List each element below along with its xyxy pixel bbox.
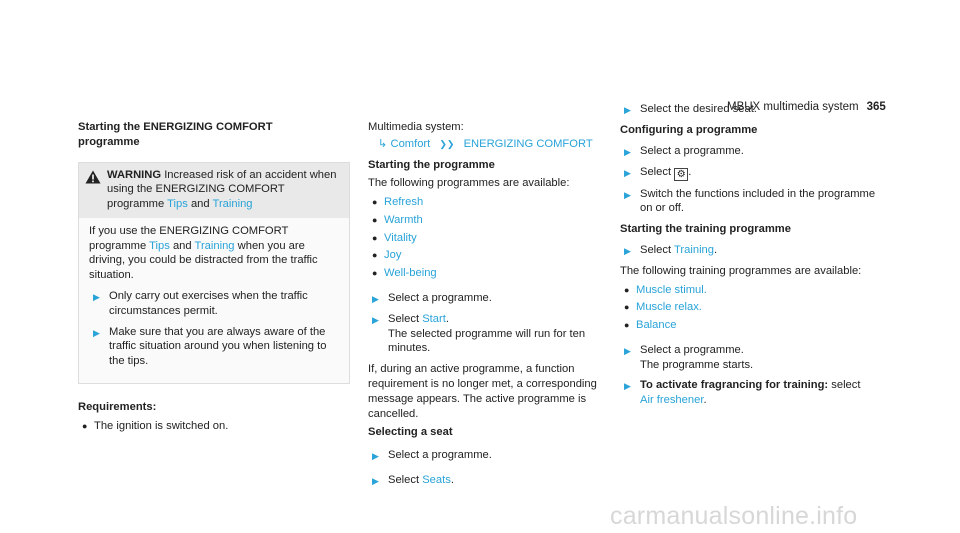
step-prefix: Select <box>640 165 675 178</box>
fragrance-select: select <box>828 379 861 392</box>
step-arrow-icon: ▶ <box>624 345 631 356</box>
settings-gear-icon[interactable]: ⚙ <box>674 168 688 181</box>
bullet-icon: ● <box>372 232 378 243</box>
section-heading-start-energizing: Starting the ENERGIZING COMFORT programme <box>78 121 273 148</box>
path-comfort[interactable]: Comfort <box>390 137 431 150</box>
step-text <box>388 312 603 356</box>
warning-header <box>79 163 349 218</box>
warning-paragraph <box>89 224 341 283</box>
column-2 <box>368 120 603 494</box>
bullet-icon: ● <box>372 250 378 261</box>
seats-link[interactable]: Seats <box>422 474 451 487</box>
step-text <box>640 243 880 258</box>
warning-box <box>78 162 350 384</box>
step-suffix: . <box>450 474 454 487</box>
bullet-icon: ● <box>82 420 88 431</box>
programme-refresh[interactable]: Refresh <box>384 196 424 209</box>
bullet-icon: ● <box>624 284 630 295</box>
bullet-icon: ● <box>624 302 630 313</box>
step-text: Select the desired seat. <box>640 103 757 115</box>
train-step-fragrance <box>620 378 880 408</box>
step-prefix: Select <box>388 312 423 325</box>
tips-link-body[interactable]: Tips <box>149 239 170 252</box>
seat-step-1 <box>368 448 603 463</box>
step-text <box>388 473 603 488</box>
start-link[interactable]: Start <box>422 312 446 325</box>
programme-list <box>368 195 603 281</box>
config-step-2 <box>620 165 880 181</box>
step-arrow-icon: ▶ <box>372 451 379 462</box>
step-note: The programme starts. <box>640 358 754 371</box>
list-item <box>624 283 880 298</box>
list-item <box>372 213 603 228</box>
warning-step-2-text: Make sure that you are always aware of the traffic situation around you when listening to the tips. <box>109 325 327 368</box>
requirement-item <box>82 419 350 434</box>
warning-step-1-text: Only carry out exercises when the traffic circumstances permit. <box>109 290 308 317</box>
step-main: Select a programme. <box>640 343 744 356</box>
list-item <box>624 300 880 315</box>
warning-label: WARNING <box>107 168 162 181</box>
page-number: 365 <box>866 101 886 113</box>
column-1 <box>78 120 350 437</box>
step-select-start <box>368 312 603 356</box>
training-intro: The following training programmes are available: <box>620 264 862 277</box>
bullet-icon: ● <box>372 197 378 208</box>
programme-joy[interactable]: Joy <box>384 249 402 262</box>
training-select-link[interactable]: Training <box>674 243 715 256</box>
step-text: Select a programme. <box>388 292 492 305</box>
requirement-text: The ignition is switched on. <box>94 419 229 432</box>
step-text <box>640 378 880 408</box>
warning-body-text-1: If you use the ENERGIZING COMFORT programme <box>89 224 289 252</box>
list-item <box>372 266 603 281</box>
warning-body-and: and <box>169 239 195 252</box>
step-arrow-icon: ▶ <box>93 327 100 338</box>
watermark: carmanualsonline.info <box>610 502 858 530</box>
warning-title-text: Increased risk of an accident when using the ENERGIZING COMFORT programme <box>107 168 337 211</box>
header-title: MBUX multimedia system <box>727 101 859 113</box>
warning-title <box>107 168 343 212</box>
step-select-programme <box>368 291 603 306</box>
bullet-icon: ● <box>624 320 630 331</box>
requirements-heading: Requirements: <box>78 400 157 413</box>
step-arrow-icon: ▶ <box>624 381 631 392</box>
training-balance[interactable]: Balance <box>636 319 677 332</box>
starting-programme-heading: Starting the programme <box>368 158 495 171</box>
menu-path <box>378 137 603 152</box>
configuring-heading: Configuring a programme <box>620 123 758 136</box>
train-step-1 <box>620 243 880 258</box>
training-heading: Starting the training programme <box>620 223 791 236</box>
warning-step-2 <box>89 325 341 369</box>
training-muscle-relax[interactable]: Muscle relax. <box>636 301 702 314</box>
step-note: The selected programme will run for ten minutes. <box>388 327 586 355</box>
step-text: Select a programme. <box>388 449 492 462</box>
step-text <box>640 165 880 181</box>
step-arrow-icon: ▶ <box>624 245 631 256</box>
step-select-seat <box>620 102 880 117</box>
warning-title-and: and <box>187 198 213 211</box>
step-arrow-icon: ▶ <box>624 146 631 157</box>
step-arrow-icon: ▶ <box>372 314 379 325</box>
config-step-3 <box>620 187 880 217</box>
path-return-arrow-icon: ↳ <box>378 137 388 150</box>
training-link[interactable]: Training <box>212 198 253 211</box>
cancel-paragraph: If, during an active programme, a function requirement is no longer met, a corresponding message appears. The active programme is cancelled. <box>368 363 597 420</box>
step-text: Switch the functions included in the programme on or off. <box>640 187 876 215</box>
warning-triangle-icon <box>85 170 101 184</box>
list-item <box>624 318 880 333</box>
tips-link[interactable]: Tips <box>167 198 188 211</box>
path-energizing-comfort[interactable]: ENERGIZING COMFORT <box>463 137 593 150</box>
air-freshener-link[interactable]: Air freshener <box>640 394 704 407</box>
step-arrow-icon: ▶ <box>372 294 379 305</box>
bullet-icon: ● <box>372 214 378 225</box>
step-suffix: . <box>688 165 692 178</box>
system-label: Multimedia system: <box>368 121 464 133</box>
selecting-seat-heading: Selecting a seat <box>368 426 453 439</box>
training-muscle-stimul[interactable]: Muscle stimul. <box>636 283 707 296</box>
step-text <box>640 343 880 373</box>
config-step-1 <box>620 144 880 159</box>
step-suffix: . <box>445 312 449 325</box>
bullet-icon: ● <box>372 268 378 279</box>
training-link-body[interactable]: Training <box>194 239 235 252</box>
list-item <box>372 248 603 263</box>
step-suffix: . <box>714 243 718 256</box>
warning-body <box>79 218 349 383</box>
path-separator-icon: ❯❯ <box>439 138 455 149</box>
step-prefix: Select <box>640 243 674 256</box>
step-suffix: . <box>703 394 707 407</box>
list-item <box>372 231 603 246</box>
training-list <box>620 283 880 333</box>
programme-warmth[interactable]: Warmth <box>384 213 423 226</box>
programme-vitality[interactable]: Vitality <box>384 231 417 244</box>
seat-step-2 <box>368 473 603 488</box>
programmes-intro: The following programmes are available: <box>368 177 570 190</box>
step-prefix: Select <box>388 474 423 487</box>
list-item <box>372 195 603 210</box>
fragrance-label: To activate fragrancing for training: <box>640 379 829 392</box>
warning-step-1 <box>89 289 341 319</box>
warning-body-text-2: when you are driving, you could be distracted from the traffic situation. <box>89 239 318 282</box>
step-arrow-icon: ▶ <box>624 167 631 178</box>
step-arrow-icon: ▶ <box>372 476 379 487</box>
train-step-2 <box>620 343 880 373</box>
step-text: Select a programme. <box>640 144 744 157</box>
step-arrow-icon: ▶ <box>624 189 631 200</box>
programme-well-being[interactable]: Well-being <box>384 267 437 280</box>
step-arrow-icon: ▶ <box>624 105 631 115</box>
step-arrow-icon: ▶ <box>93 292 100 303</box>
